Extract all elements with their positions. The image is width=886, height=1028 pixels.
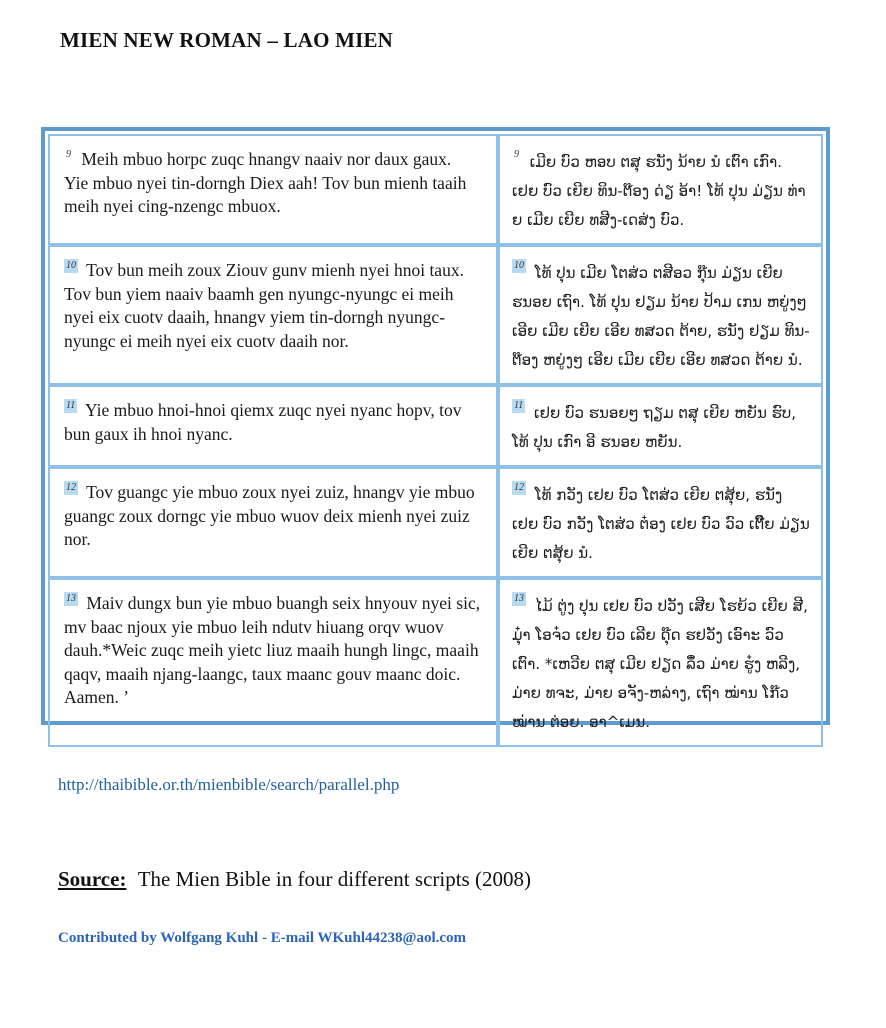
verse-number: 10 xyxy=(514,260,524,271)
verse-number: 9 xyxy=(66,149,71,160)
roman-cell-9 xyxy=(48,134,498,245)
page-title: MIEN NEW ROMAN – LAO MIEN xyxy=(60,28,394,52)
verse-number: 13 xyxy=(66,593,76,604)
contributor-credit: Contributed by Wolfgang Kuhl - E-mail WKuhl44238@aol.com xyxy=(58,930,467,946)
verse-row-13 xyxy=(48,578,823,747)
verse-row-12 xyxy=(48,467,823,578)
roman-cell-11 xyxy=(48,385,498,467)
lao-verse-text: ໄມ້ ຕູ່ງ ປຸນ ເຢຍ ບົວ ປວັງ ເສີຍ ໂຮຍ້ວ ເຍີຍ ສີ, ມຸ໋າ ໂອຈ໋ວ ເຢຍ ບົວ ເລີຍ ດຸ໊ດ ຮຢວັງ ເອົາະ ວົວ ເຕົາ. *ເຫວີຍ ຕສຸ ເມີຍ ຢຽດ ລິ໋ວ ມ່າຍ ຮູ໋ງ ຫລີງ, ມ່າຍ ທຈະ, ມ່າຍ ອຈັງ-ຫລ່າງ, ເຖົາ ໝ່ານ ໂກ໊ວ ໝ່ານ ຕ່ອຍ. ອາ^ເມນ. xyxy=(512,597,808,731)
verse-number: 13 xyxy=(514,593,524,604)
roman-cell-13 xyxy=(48,578,498,747)
lao-verse-text: ໂທ້ ກວັງ ເຢຍ ບົວ ໂຕສ່ວ ເຍີຍ ຕສຸ້ຍ, ຮນັງ ເຢຍ ບົວ ກວັງ ໂຕສ່ວ ຕ໋ອງ ເຢຍ ບົວ ວົວ ເຕີ໊ຍ ມ່ຽນ ເຍີຍ ຕສຸ້ຍ ນໍ. xyxy=(512,486,810,562)
lao-cell-9 xyxy=(498,134,823,245)
roman-cell-10 xyxy=(48,245,498,385)
roman-verse-text: Tov guangc yie mbuo zoux nyei zuiz, hnangv yie mbuo guangc zoux dorngc yie mbuo wuov deix mienh nyei zuiz nor. xyxy=(64,482,475,549)
roman-cell-12 xyxy=(48,467,498,578)
lao-cell-11 xyxy=(498,385,823,467)
parallel-bible-link[interactable]: http://thaibible.or.th/mienbible/search/parallel.php xyxy=(58,775,400,794)
verse-row-10 xyxy=(48,245,823,385)
verse-row-9 xyxy=(48,134,823,245)
parallel-verse-table-frame xyxy=(41,127,830,731)
roman-verse-text: Maiv dungx bun yie mbuo buangh seix hnyouv nyei sic, mv baac njoux yie mbuo leih ndutv hiuang orqv wuov dauh.*Weic zuqc meih yietc liuz maaih hungh lingc, maaih qaqv, maaih njang-laangc, taux maanc gouv maanc doic. Aamen. ’ xyxy=(64,593,481,707)
source-label: Source: xyxy=(58,867,127,891)
source-citation xyxy=(58,867,531,892)
verse-number: 12 xyxy=(514,482,524,493)
lao-verse-text: ໂທ້ ປຸນ ເມີຍ ໂຕສ່ວ ຕສີອວ ກຸ໊ນ ມ່ຽນ ເຍີຍ ຮນອຍ ເຖົາ. ໂທ້ ປຸນ ຢຽມ ນ້າຍ ປ້າມ ເກນ ຫຍູ່ງໆ ເອີຍ ເມີຍ ເຍີຍ ເອີຍ ທສວດ ຕ້າຍ, ຮນັງ ຢຽມ ທິນ-ຕ໊ອງ ຫຍູ່ງໆ ເອີຍ ເມີຍ ເຍີຍ ເອີຍ ທສວດ ຕ້າຍ ນໍ. xyxy=(512,264,810,369)
verse-number: 11 xyxy=(66,400,76,411)
lao-cell-10 xyxy=(498,245,823,385)
parallel-verse-table xyxy=(48,134,823,747)
roman-verse-text: Meih mbuo horpc zuqc hnangv naaiv nor daux gaux. Yie mbuo nyei tin-dorngh Diex aah! Tov bun mienh taaih meih nyei cing-nzengc mbuox. xyxy=(64,149,486,216)
lao-verse-text: ເຢຍ ບົວ ຮນອຍໆ ຖຽມ ຕສຸ ເຍີຍ ຫຍັນ ຮົບ, ໂທ້ ປຸນ ເກົາ ອີ ຮນອຍ ຫຍັນ. xyxy=(512,404,797,451)
source-text: The Mien Bible in four different scripts (2008) xyxy=(137,867,531,891)
lao-cell-12 xyxy=(498,467,823,578)
verse-number: 12 xyxy=(66,482,76,493)
verse-number: 10 xyxy=(66,260,76,271)
lao-cell-13 xyxy=(498,578,823,747)
lao-verse-text: ເມີຍ ບົວ ຫອບ ຕສຸ ຮນັງ ນ້າຍ ນໍ ເຕົາ ເກົາ. ເຢຍ ບົວ ເຍີຍ ທິນ-ຕ໊ອງ ດ່ຽ ອ້າ! ໂທ້ ປຸນ ມ່ຽນ ທ່າຍ ເມີຍ ເຍີຍ ທສີງ-ເດສ່ງ ບົວ. xyxy=(512,153,806,229)
verse-number: 9 xyxy=(514,149,519,160)
verse-number: 11 xyxy=(514,400,524,411)
verse-row-11 xyxy=(48,385,823,467)
roman-verse-text: Yie mbuo hnoi-hnoi qiemx zuqc nyei nyanc hopv, tov bun gaux ih hnoi nyanc. xyxy=(64,400,462,444)
roman-verse-text: Tov bun meih zoux Ziouv gunv mienh nyei hnoi taux. Tov bun yiem naaiv baamh gen nyungc-nyungc ei meih nyei eix cuotv daaih, hnangv yiem tin-dorngh nyungc-nyungc ei meih nyei eix cuotv daaih nor. xyxy=(64,260,464,351)
